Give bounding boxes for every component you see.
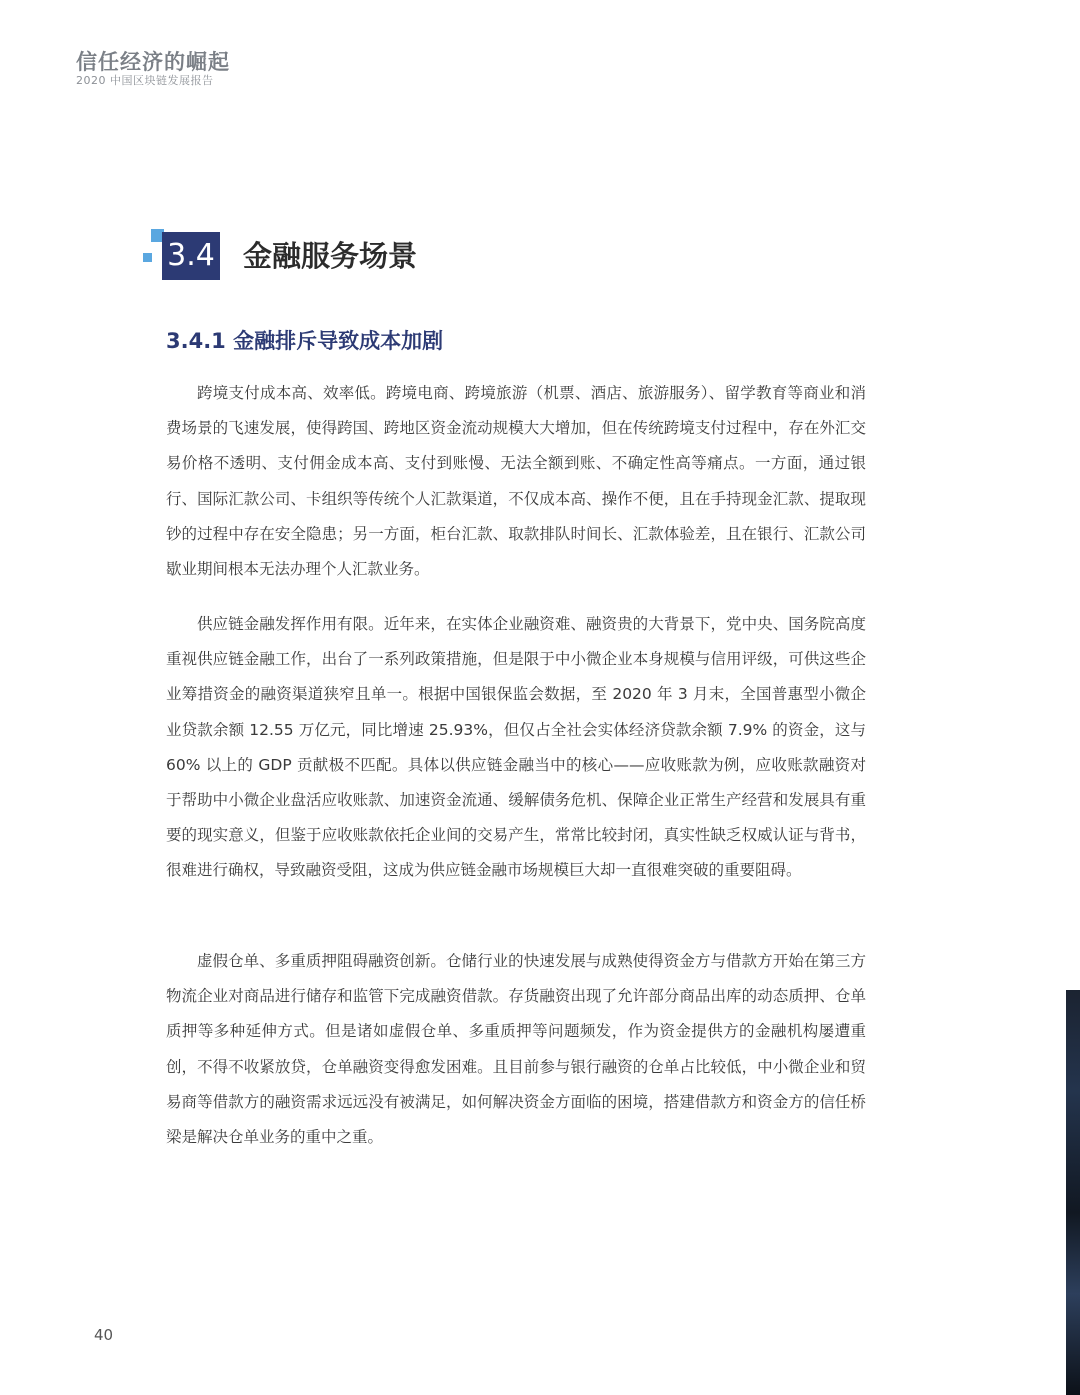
body-paragraph-supply-chain-finance: 供应链金融发挥作用有限。近年来，在实体企业融资难、融资贵的大背景下，党中央、国务院高度重视供应链金融工作，出台了一系列政策措施，但是限于中小微企业本身规模与信用评级，可供这些企业筹措资金的融资渠道狭窄且单一。根据中国银保监会数据，至 2020 年 3 月末，全国普惠型小微企业贷款余额 12.55 万亿元，同比增速 25.93%，但仅占全社会实体经济贷款余额 7.9% 的资金，这与 60% 以上的 GDP 贡献极不匹配。具体以供应链金融当中的核心——应收账款为例，应收账款融资对于帮助中小微企业盘活应收账款、加速资金流通、缓解债务危机、保障企业正常生产经营和发展具有重要的现实意义，但鉴于应收账款依托企业间的交易产生，常常比较封闭，真实性缺乏权威认证与背书，很难进行确权，导致融资受阻，这成为供应链金融市场规模巨大却一直很难突破的重要阻碍。 [166, 615, 866, 880]
page-number: 40 [94, 1326, 114, 1344]
report-subtitle: 2020 中国区块链发展报告 [76, 74, 214, 87]
edge-photo-strip [1066, 990, 1080, 1395]
section-title: 金融服务场景 [243, 239, 418, 273]
subsection-title: 3.4.1 金融排斥导致成本加剧 [166, 329, 444, 353]
body-paragraph-warehouse-receipts: 虚假仓单、多重质押阻碍融资创新。仓储行业的快速发展与成熟使得资金方与借款方开始在第三方物流企业对商品进行储存和监管下完成融资借款。存货融资出现了允许部分商品出库的动态质押、仓单质押等多种延伸方式。但是诸如虚假仓单、多重质押等问题频发，作为资金提供方的金融机构屡遭重创，不得不收紧放贷，仓单融资变得愈发困难。且目前参与银行融资的仓单占比较低，中小微企业和贸易商等借款方的融资需求远远没有被满足，如何解决资金方面临的困境，搭建借款方和资金方的信任桥梁是解决仓单业务的重中之重。 [166, 952, 866, 1147]
section-number: 3.4 [162, 232, 220, 280]
decorative-square-small [143, 253, 152, 262]
body-paragraph-cross-border-payment: 跨境支付成本高、效率低。跨境电商、跨境旅游（机票、酒店、旅游服务）、留学教育等商业和消费场景的飞速发展，使得跨国、跨地区资金流动规模大大增加，但在传统跨境支付过程中，存在外汇交易价格不透明、支付佣金成本高、支付到账慢、无法全额到账、不确定性高等痛点。一方面，通过银行、国际汇款公司、卡组织等传统个人汇款渠道，不仅成本高、操作不便，且在手持现金汇款、提取现钞的过程中存在安全隐患；另一方面，柜台汇款、取款排队时间长、汇款体验差，且在银行、汇款公司歇业期间根本无法办理个人汇款业务。 [166, 384, 866, 579]
report-title: 信任经济的崛起 [76, 50, 230, 74]
